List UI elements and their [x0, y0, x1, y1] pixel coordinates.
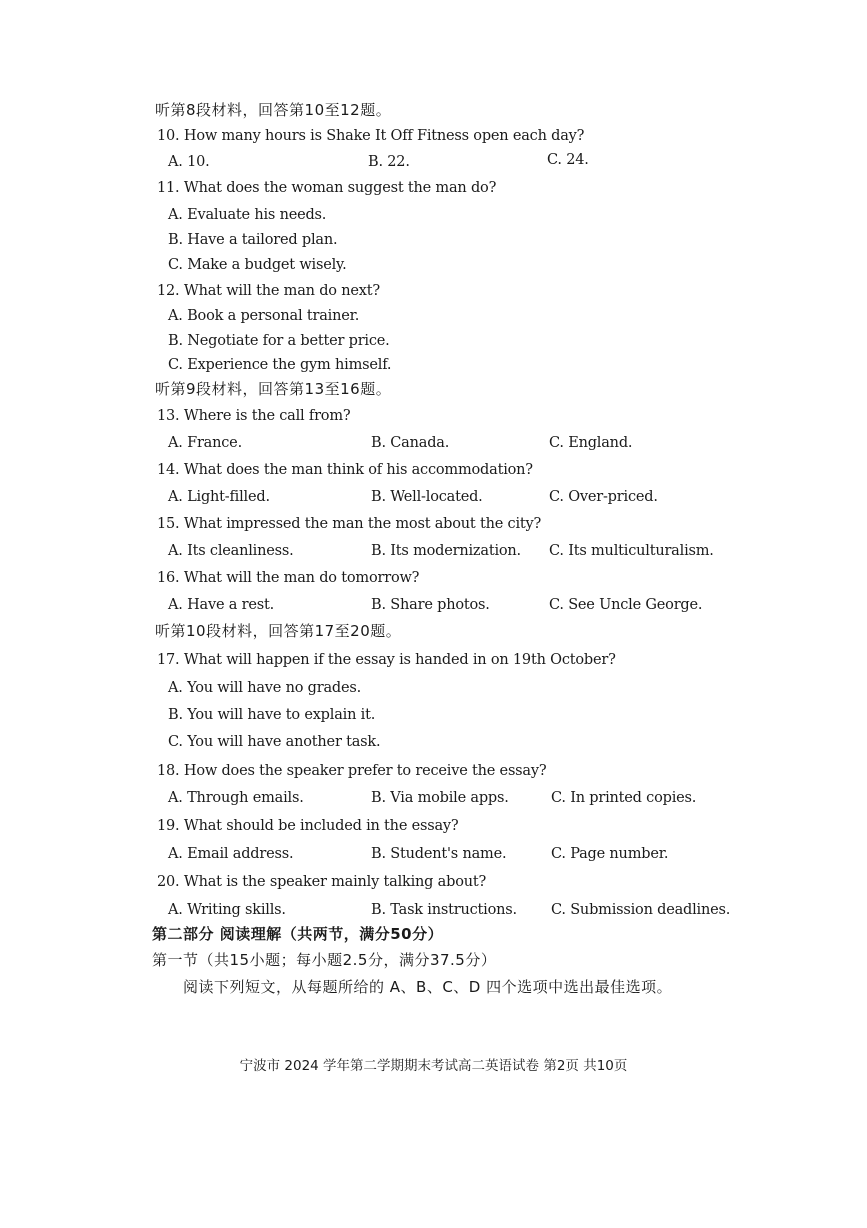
question-20-option-b: B. Task instructions. [371, 902, 517, 918]
section-10-instruction: 听第10段材料，回答第17至20题。 [155, 622, 402, 640]
question-18-option-b: B. Via mobile apps. [371, 790, 509, 806]
question-14-option-b: B. Well-located. [371, 489, 483, 505]
question-12-option-b: B. Negotiate for a better price. [168, 333, 390, 349]
question-20-option-c: C. Submission deadlines. [551, 902, 731, 918]
question-11-option-c: C. Make a budget wisely. [168, 257, 347, 273]
question-16-option-b: B. Share photos. [371, 597, 490, 613]
question-19-option-a: A. Email address. [168, 846, 294, 862]
question-17-option-c: C. You will have another task. [168, 734, 381, 750]
section-9-instruction: 听第9段材料，回答第13至16题。 [155, 380, 392, 398]
question-15-option-a: A. Its cleanliness. [168, 543, 294, 559]
question-15-option-c: C. Its multiculturalism. [549, 543, 714, 559]
section-8-instruction: 听第8段材料，回答第10至12题。 [155, 101, 392, 119]
question-18-option-a: A. Through emails. [168, 790, 304, 806]
question-13-option-b: B. Canada. [371, 435, 450, 451]
question-16-option-a: A. Have a rest. [168, 597, 275, 613]
question-14-stem: 14. What does the man think of his accommodation? [157, 462, 533, 478]
question-11-stem: 11. What does the woman suggest the man do? [157, 180, 497, 196]
question-20-option-a: A. Writing skills. [168, 902, 286, 918]
question-14-option-c: C. Over-priced. [549, 489, 658, 505]
question-19-stem: 19. What should be included in the essay? [157, 818, 459, 834]
question-17-option-b: B. You will have to explain it. [168, 707, 376, 723]
question-13-stem: 13. Where is the call from? [157, 408, 351, 424]
question-16-stem: 16. What will the man do tomorrow? [157, 570, 420, 586]
question-17-option-a: A. You will have no grades. [168, 680, 362, 696]
question-15-option-b: B. Its modernization. [371, 543, 521, 559]
question-11-option-a: A. Evaluate his needs. [168, 207, 327, 223]
question-15-stem: 15. What impressed the man the most about the city? [157, 516, 542, 532]
question-11-option-b: B. Have a tailored plan. [168, 232, 338, 248]
question-20-stem: 20. What is the speaker mainly talking about? [157, 874, 487, 890]
question-16-option-c: C. See Uncle George. [549, 597, 703, 613]
reading-instruction: 阅读下列短文，从每题所给的 A、B、C、D 四个选项中选出最佳选项。 [183, 978, 673, 996]
question-12-option-c: C. Experience the gym himself. [168, 357, 392, 373]
question-13-option-a: A. France. [168, 435, 242, 451]
question-19-option-b: B. Student's name. [371, 846, 507, 862]
part-2-title: 第二部分 阅读理解（共两节，满分50分） [152, 925, 444, 943]
question-14-option-a: A. Light-filled. [168, 489, 270, 505]
question-10-option-c: C. 24. [547, 152, 589, 168]
page-footer: 宁波市 2024 学年第二学期期末考试高二英语试卷 第2页 共10页 [239, 1058, 628, 1074]
question-12-option-a: A. Book a personal trainer. [168, 308, 360, 324]
question-10-stem: 10. How many hours is Shake It Off Fitness open each day? [157, 128, 585, 144]
question-10-option-b: B. 22. [368, 154, 410, 170]
question-12-stem: 12. What will the man do next? [157, 283, 380, 299]
question-17-stem: 17. What will happen if the essay is handed in on 19th October? [157, 652, 616, 668]
question-10-option-a: A. 10. [168, 154, 210, 170]
question-13-option-c: C. England. [549, 435, 633, 451]
question-18-option-c: C. In printed copies. [551, 790, 697, 806]
question-19-option-c: C. Page number. [551, 846, 669, 862]
question-18-stem: 18. How does the speaker prefer to receive the essay? [157, 763, 547, 779]
section-1-title: 第一节（共15小题；每小题2.5分，满分37.5分） [152, 951, 497, 969]
